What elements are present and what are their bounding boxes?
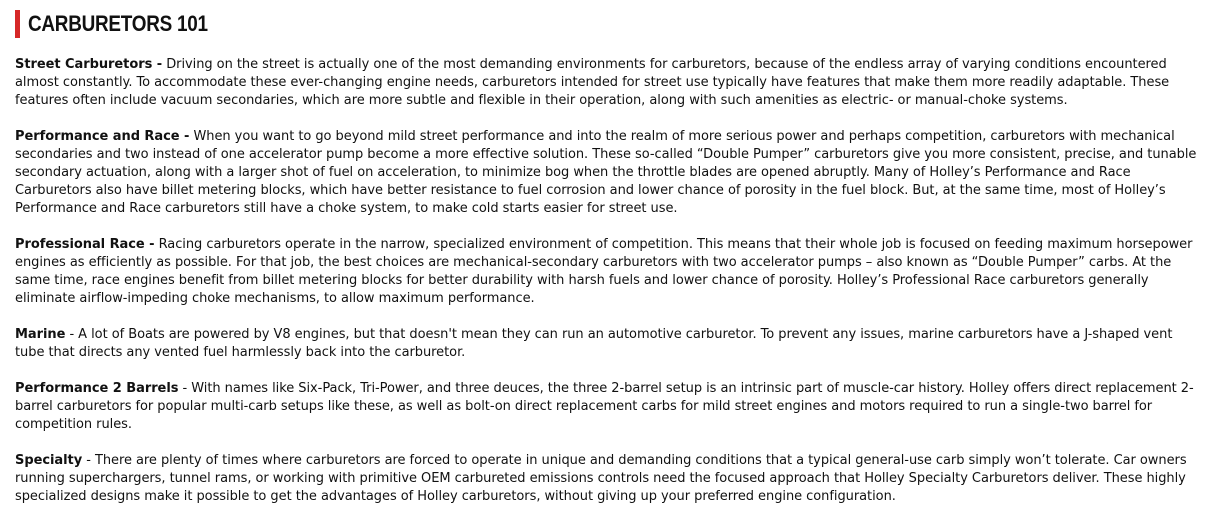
- section-title: Performance and Race -: [15, 129, 190, 144]
- page-title: CARBURETORS 101: [28, 11, 208, 36]
- section-title: Performance 2 Barrels: [15, 381, 179, 396]
- heading-accent-bar: [15, 10, 20, 38]
- section-title: Marine: [15, 327, 66, 342]
- section-body: - There are plenty of times where carburetors are forced to operate in unique and demanding conditions that a typical general-use carb simply won’t tolerate. Car owners running superchargers, tunnel rams, or working with primitive OEM carbureted emissions controls need the focused approach that Holley Specialty Carburetors deliver. These highly specialized designs make it possible to get the advantages of Holley carburetors, without giving up your preferred engine configuration.: [15, 453, 1187, 504]
- section-title: Professional Race -: [15, 237, 155, 252]
- section-body: - With names like Six-Pack, Tri-Power, and three deuces, the three 2-barrel setup is an intrinsic part of muscle-car history. Holley offers direct replacement 2-barrel carburetors for popular multi-carb setups like these, as well as bolt-on direct replacement carbs for mild street engines and motors required to run a single-two barrel for competition rules.: [15, 381, 1194, 432]
- section-professional-race: [15, 236, 1200, 308]
- section-title: Specialty: [15, 453, 83, 468]
- section-performance-and-race: [15, 128, 1200, 218]
- heading-row: [15, 10, 1200, 38]
- section-body: - A lot of Boats are powered by V8 engines, but that doesn't mean they can run an automotive carburetor. To prevent any issues, marine carburetors have a J-shaped vent tube that directs any vented fuel harmlessly back into the carburetor.: [15, 327, 1173, 360]
- section-body: When you want to go beyond mild street performance and into the realm of more serious power and perhaps competition, carburetors with mechanical secondaries and two instead of one accelerator pump become a more effective solution. These so-called “Double Pumper” carburetors give you more consistent, precise, and tunable secondary actuation, along with a larger shot of fuel on acceleration, to minimize bog when the throttle blades are opened abruptly. Many of Holley’s Performance and Race Carburetors also have billet metering blocks, which have better resistance to fuel corrosion and lower chance of porosity in the fuel block. But, at the same time, most of Holley’s Performance and Race carburetors still have a choke system, to make cold starts easier for street use.: [15, 129, 1197, 216]
- section-street-carburetors: [15, 56, 1200, 110]
- section-body: Racing carburetors operate in the narrow, specialized environment of competition. This means that their whole job is focused on feeding maximum horsepower engines as efficiently as possible. For that job, the best choices are mechanical-secondary carburetors with two accelerator pumps – also known as “Double Pumper” carbs. At the same time, race engines benefit from billet metering blocks for better durability with harsh fuels and lower chance of porosity. Holley’s Professional Race carburetors generally eliminate airflow-impeding choke mechanisms, to allow maximum performance.: [15, 237, 1193, 306]
- section-performance-2-barrels: [15, 380, 1200, 434]
- section-marine: [15, 326, 1200, 362]
- section-specialty: [15, 452, 1200, 506]
- section-title: Street Carburetors -: [15, 57, 163, 72]
- section-body: Driving on the street is actually one of the most demanding environments for carburetors, because of the endless array of varying conditions encountered almost constantly. To accommodate these ever-changing engine needs, carburetors intended for street use typically have features that make them more readily adaptable. These features often include vacuum secondaries, which are more subtle and flexible in their operation, along with such amenities as electric- or manual-choke systems.: [15, 57, 1170, 108]
